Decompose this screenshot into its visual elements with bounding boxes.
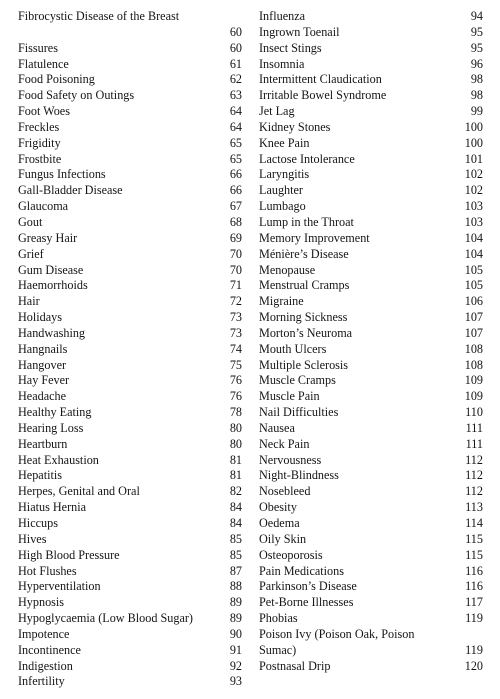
- index-term: Night-Blindness: [259, 468, 339, 483]
- index-entry: [259, 152, 483, 168]
- index-entry: [259, 294, 483, 310]
- index-entry: [259, 548, 483, 564]
- index-term: Oily Skin: [259, 531, 307, 546]
- index-page-number: 66: [229, 167, 242, 182]
- index-entry: [259, 389, 483, 405]
- index-page-number: 114: [465, 516, 483, 530]
- index-term: Ingrown Toenail: [259, 24, 340, 39]
- index-page-number: 65: [229, 135, 242, 150]
- index-entry: [259, 326, 483, 342]
- index-page-number: 111: [465, 436, 483, 451]
- index-term: Lump in the Throat: [259, 214, 354, 229]
- index-page-number: 105: [464, 278, 483, 293]
- index-entry: [259, 57, 483, 73]
- index-page-number: 65: [229, 151, 242, 166]
- index-term: Hypnosis: [18, 595, 65, 610]
- index-term: Fibrocystic Disease of the Breast: [18, 9, 180, 23]
- index-entry: [18, 72, 242, 88]
- index-term: Hiccups: [18, 516, 58, 530]
- index-entry: [259, 516, 483, 532]
- index-page-number: 69: [229, 230, 242, 245]
- index-page-number: 108: [464, 357, 483, 372]
- index-page-number: 61: [229, 56, 242, 71]
- index-term: Gout: [18, 214, 43, 229]
- index-page-number: 64: [229, 104, 242, 119]
- index-page-number: 71: [229, 278, 242, 293]
- index-page-number: 112: [465, 468, 483, 483]
- index-entry: [259, 88, 483, 104]
- index-term: Fissures: [18, 40, 58, 55]
- index-page-number: 96: [470, 56, 483, 71]
- index-term: Food Poisoning: [18, 72, 95, 87]
- index-term: Hearing Loss: [18, 420, 84, 435]
- index-entry: [18, 199, 242, 215]
- index-page-number: 85: [229, 547, 242, 562]
- index-page-number: 115: [465, 547, 483, 562]
- index-entry: [259, 136, 483, 152]
- index-term: Fungus Infections: [18, 167, 106, 182]
- index-entry: [259, 500, 483, 516]
- index-term: Neck Pain: [259, 436, 310, 451]
- index-term: Oedema: [259, 516, 300, 530]
- index-page-number: 70: [229, 262, 242, 277]
- index-page-number: 116: [465, 579, 483, 594]
- index-term: Flatulence: [18, 56, 69, 71]
- index-page-number: 89: [229, 611, 242, 626]
- index-term: Holidays: [18, 310, 63, 325]
- index-term: Postnasal Drip: [259, 658, 331, 673]
- index-page-number: 100: [464, 135, 483, 150]
- index-entry: [18, 57, 242, 73]
- index-page-number: 99: [470, 104, 483, 119]
- index-page-number: 104: [464, 246, 483, 261]
- index-page-number: 62: [229, 72, 242, 87]
- index-page-number: 106: [464, 294, 483, 309]
- index-entry: [18, 643, 242, 659]
- index-entry: [18, 41, 242, 57]
- index-term: Muscle Cramps: [259, 373, 336, 388]
- index-page-number: 73: [229, 310, 242, 325]
- index-term: Herpes, Genital and Oral: [18, 484, 140, 499]
- index-entry: [259, 373, 483, 389]
- index-page-number: 85: [229, 531, 242, 546]
- index-term: Intermittent Claudication: [259, 72, 382, 87]
- index-page-number: 112: [465, 452, 483, 467]
- index-term: Haemorrhoids: [18, 278, 88, 293]
- index-page-number: 66: [229, 183, 242, 198]
- index-entry: [259, 437, 483, 453]
- index-term: Hiatus Hernia: [18, 500, 87, 515]
- index-term: Healthy Eating: [18, 405, 92, 420]
- index-term: Knee Pain: [259, 135, 310, 150]
- index-term: Lumbago: [259, 199, 306, 214]
- index-entry: [18, 215, 242, 231]
- index-entry: [259, 72, 483, 88]
- index-page-number: 68: [229, 214, 242, 229]
- index-term: Muscle Pain: [259, 389, 320, 404]
- index-term: Ménière’s Disease: [259, 246, 349, 261]
- index-page-number: 64: [229, 119, 242, 134]
- index-term: Hepatitis: [18, 468, 63, 483]
- index-entry: [259, 358, 483, 374]
- index-page-number: 84: [229, 500, 242, 515]
- index-entry: [18, 595, 242, 611]
- index-entry: [18, 500, 242, 516]
- index-page-number: 60: [229, 40, 242, 55]
- index-entry: [259, 342, 483, 358]
- index-page-number: 102: [464, 167, 483, 182]
- index-page-number: 119: [465, 611, 483, 626]
- index-entry: [18, 152, 242, 168]
- index-page-number: 84: [229, 516, 242, 530]
- index-page-number: 95: [470, 40, 483, 55]
- index-page-number: 111: [465, 420, 483, 435]
- index-page-number: 109: [464, 389, 483, 404]
- index-page-number: 63: [229, 88, 242, 103]
- index-term: Menstrual Cramps: [259, 278, 350, 293]
- index-page-number: 80: [229, 420, 242, 435]
- index-term: Morning Sickness: [259, 310, 348, 325]
- index-entry: [18, 120, 242, 136]
- index-page-number: 115: [465, 531, 483, 546]
- index-entry: [18, 104, 242, 120]
- index-term: Memory Improvement: [259, 230, 370, 245]
- index-term: Obesity: [259, 500, 297, 515]
- index-term: Pet-Borne Illnesses: [259, 595, 354, 610]
- index-term: Nausea: [259, 420, 295, 435]
- index-term: Headache: [18, 389, 67, 404]
- index-page-number: 100: [464, 119, 483, 134]
- index-entry: [259, 231, 483, 247]
- index-term: Nervousness: [259, 452, 322, 467]
- index-page-number: 112: [465, 484, 483, 499]
- index-entry: [259, 278, 483, 294]
- index-entry: [18, 421, 242, 437]
- index-term: Poison Ivy (Poison Oak, Poison Sumac): [259, 626, 415, 657]
- index-entry: [18, 294, 242, 310]
- index-term: Irritable Bowel Syndrome: [259, 88, 387, 103]
- index-page-number: 81: [229, 452, 242, 467]
- index-entry: [259, 183, 483, 199]
- index-term: Handwashing: [18, 325, 86, 340]
- index-entry: [259, 579, 483, 595]
- index-term: Insect Stings: [259, 40, 322, 55]
- index-entry: [259, 25, 483, 41]
- index-entry: [18, 263, 242, 279]
- index-page-number: 75: [229, 357, 242, 372]
- index-term: Mouth Ulcers: [259, 341, 327, 356]
- index-entry: [259, 167, 483, 183]
- index-page-number: 89: [229, 595, 242, 610]
- index-term: Influenza: [259, 9, 306, 23]
- index-entry: [18, 484, 242, 500]
- index-page-number: 110: [465, 405, 483, 420]
- index-entry: [18, 532, 242, 548]
- index-entry: [259, 120, 483, 136]
- index-term: Heartburn: [18, 436, 68, 451]
- index-entry: [259, 247, 483, 263]
- index-page-number: 109: [464, 373, 483, 388]
- index-page-number: 92: [229, 658, 242, 673]
- index-entry: [18, 611, 242, 627]
- index-entry: [18, 326, 242, 342]
- index-entry: [18, 373, 242, 389]
- index-page-number: 120: [464, 658, 483, 673]
- index-term: Hypoglycaemia (Low Blood Sugar): [18, 611, 193, 626]
- index-term: Foot Woes: [18, 104, 70, 119]
- index-term: Parkinson’s Disease: [259, 579, 357, 594]
- index-page-number: 91: [229, 642, 242, 657]
- index-page-number: 103: [464, 199, 483, 214]
- index-page: [0, 9, 500, 699]
- index-term: Migraine: [259, 294, 304, 309]
- index-page-number: 74: [229, 341, 242, 356]
- index-term: Phobias: [259, 611, 298, 626]
- index-page-number: 95: [470, 24, 483, 39]
- index-entry: [18, 183, 242, 199]
- index-entry: [18, 468, 242, 484]
- index-entry: [18, 579, 242, 595]
- index-entry: [259, 263, 483, 279]
- index-term: Hair: [18, 294, 40, 309]
- index-entry: [259, 215, 483, 231]
- index-page-number: 81: [229, 468, 242, 483]
- index-entry: [18, 564, 242, 580]
- index-entry: [18, 231, 242, 247]
- index-entry: [259, 611, 483, 627]
- index-term: Hangover: [18, 357, 67, 372]
- index-column-left: [18, 9, 242, 690]
- index-term: Frigidity: [18, 135, 61, 150]
- index-term: Hay Fever: [18, 373, 70, 388]
- index-page-number: 103: [464, 214, 483, 229]
- index-entry: [259, 453, 483, 469]
- index-entry: [259, 468, 483, 484]
- index-term: Insomnia: [259, 56, 305, 71]
- index-page-number: 107: [464, 325, 483, 340]
- index-term: Hot Flushes: [18, 563, 77, 578]
- index-entry: [18, 136, 242, 152]
- index-page-number: 70: [229, 246, 242, 261]
- index-page-number: 104: [464, 230, 483, 245]
- index-page-number: 105: [464, 262, 483, 277]
- index-term: Laughter: [259, 183, 303, 198]
- index-term: Frostbite: [18, 151, 62, 166]
- index-term: Gum Disease: [18, 262, 84, 277]
- index-page-number: 113: [465, 500, 483, 515]
- index-term: Nosebleed: [259, 484, 311, 499]
- index-term: Nail Difficulties: [259, 405, 339, 420]
- index-entry: [259, 532, 483, 548]
- index-entry: [18, 342, 242, 358]
- index-page-number: 94: [470, 9, 483, 23]
- index-term: Impotence: [18, 626, 70, 641]
- index-page-number: 119: [465, 642, 483, 657]
- index-entry: [259, 9, 483, 25]
- index-entry: [259, 405, 483, 421]
- index-term: High Blood Pressure: [18, 547, 120, 562]
- index-term: Glaucoma: [18, 199, 69, 214]
- index-term: Indigestion: [18, 658, 73, 673]
- index-page-number: 88: [229, 579, 242, 594]
- index-term: Hyperventilation: [18, 579, 101, 594]
- index-column-right: [259, 9, 483, 674]
- index-page-number: 80: [229, 436, 242, 451]
- index-entry: [18, 9, 242, 41]
- index-entry: [259, 595, 483, 611]
- index-page-number: 102: [464, 183, 483, 198]
- index-entry: [18, 358, 242, 374]
- index-page-number: 90: [229, 626, 242, 641]
- index-term: Laryngitis: [259, 167, 310, 182]
- index-entry: [18, 167, 242, 183]
- index-term: Morton’s Neuroma: [259, 325, 353, 340]
- index-term: Incontinence: [18, 642, 81, 657]
- index-entry: [259, 104, 483, 120]
- index-term: Greasy Hair: [18, 230, 78, 245]
- index-term: Grief: [18, 246, 44, 261]
- index-term: Pain Medications: [259, 563, 344, 578]
- index-term: Freckles: [18, 119, 60, 134]
- index-entry: [259, 659, 483, 675]
- index-entry: [18, 310, 242, 326]
- index-term: Food Safety on Outings: [18, 88, 135, 103]
- index-page-number: 76: [229, 389, 242, 404]
- index-page-number: 73: [229, 325, 242, 340]
- index-page-number: 101: [464, 151, 483, 166]
- index-term: Gall-Bladder Disease: [18, 183, 123, 198]
- index-entry: [18, 437, 242, 453]
- index-page-number: 107: [464, 310, 483, 325]
- index-term: Hangnails: [18, 341, 68, 356]
- index-page-number: 76: [229, 373, 242, 388]
- index-entry: [259, 199, 483, 215]
- index-entry: [259, 484, 483, 500]
- index-entry: [18, 674, 242, 690]
- index-term: Heat Exhaustion: [18, 452, 99, 467]
- index-entry: [18, 548, 242, 564]
- index-entry: [259, 41, 483, 57]
- index-entry: [259, 310, 483, 326]
- index-term: Multiple Sclerosis: [259, 357, 349, 372]
- index-term: Hives: [18, 531, 47, 546]
- index-entry: [18, 516, 242, 532]
- index-page-number: 98: [470, 72, 483, 87]
- index-page-number: 108: [464, 341, 483, 356]
- index-page-number: 67: [229, 199, 242, 214]
- index-entry: [18, 405, 242, 421]
- index-entry: [18, 389, 242, 405]
- index-page-number: 60: [229, 24, 242, 39]
- index-page-number: 116: [465, 563, 483, 578]
- index-term: Infertility: [18, 674, 65, 689]
- index-entry: [259, 564, 483, 580]
- index-page-number: 87: [229, 563, 242, 578]
- index-page-number: 93: [229, 674, 242, 689]
- index-term: Menopause: [259, 262, 316, 277]
- index-entry: [18, 278, 242, 294]
- index-entry: [18, 627, 242, 643]
- index-entry: [18, 453, 242, 469]
- index-page-number: 82: [229, 484, 242, 499]
- index-page-number: 98: [470, 88, 483, 103]
- index-entry: [18, 659, 242, 675]
- index-term: Kidney Stones: [259, 119, 331, 134]
- index-page-number: 78: [229, 405, 242, 420]
- index-page-number: 117: [465, 595, 483, 610]
- index-term: Lactose Intolerance: [259, 151, 355, 166]
- index-entry: [259, 627, 483, 659]
- index-entry: [18, 88, 242, 104]
- index-term: Osteoporosis: [259, 547, 323, 562]
- index-entry: [259, 421, 483, 437]
- index-term: Jet Lag: [259, 104, 295, 119]
- index-page-number: 72: [229, 294, 242, 309]
- index-entry: [18, 247, 242, 263]
